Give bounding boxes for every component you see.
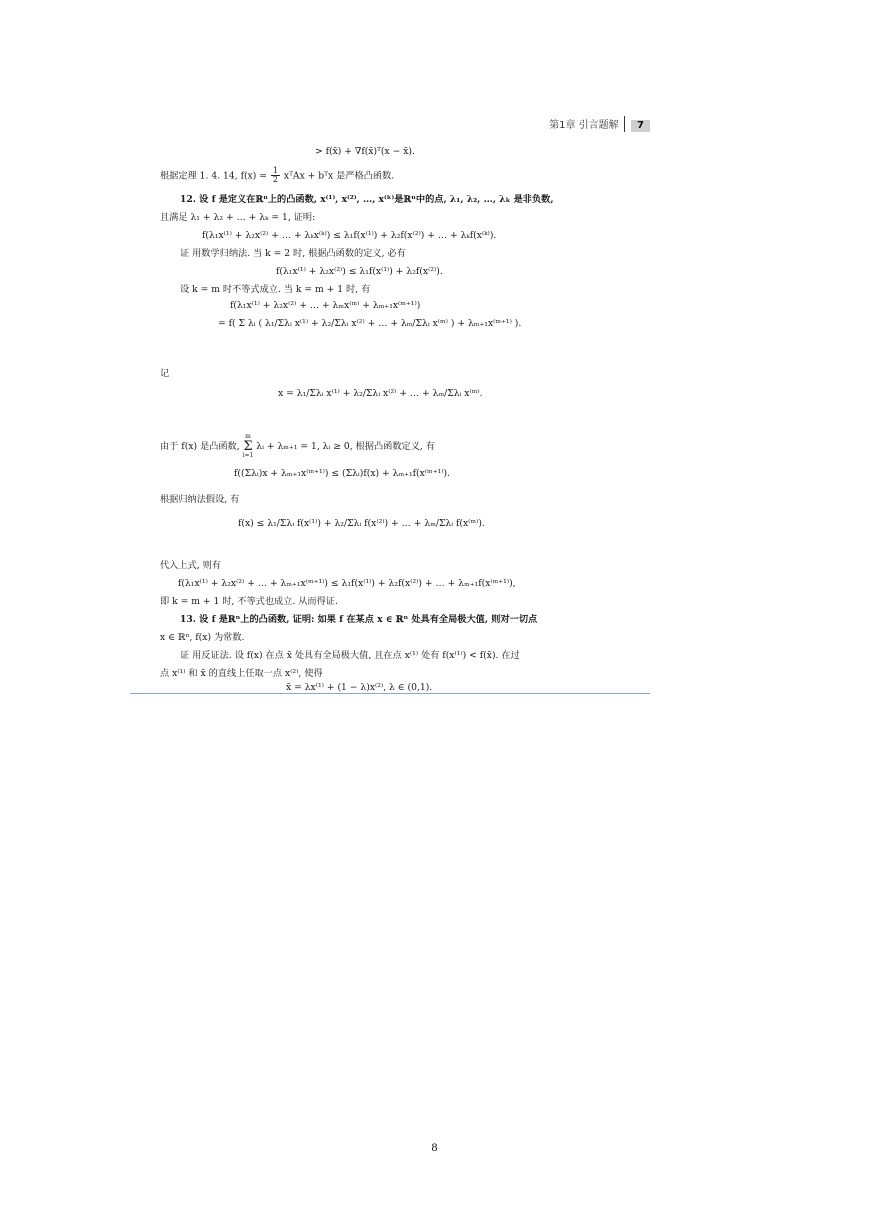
text-line	[160, 167, 394, 185]
text-line	[160, 434, 435, 459]
problem-12-statement: 12. 设 f 是定义在ℝⁿ上的凸函数, x⁽¹⁾, x⁽²⁾, …, x⁽ᵏ⁾是ℝⁿ中的点, λ₁, λ₂, …, λₖ 是非负数,	[180, 194, 554, 205]
formula-line: x̄ = λx⁽¹⁾ + (1 − λ)x⁽²⁾, λ ∈ (0,1).	[286, 682, 433, 693]
header-divider	[624, 116, 625, 132]
text-line: x ∈ ℝⁿ, f(x) 为常数.	[160, 632, 245, 643]
text-line: 且满足 λ₁ + λ₂ + … + λₖ = 1, 证明:	[160, 212, 316, 223]
formula-display	[218, 318, 521, 329]
page-number: 8	[431, 1140, 438, 1154]
formula-line: f(λ₁x⁽¹⁾ + λ₂x⁽²⁾) ≤ λ₁f(x⁽¹⁾) + λ₂f(x⁽²⁾).	[276, 266, 443, 277]
scan-bottom-rule	[130, 693, 650, 694]
formula-line: f(λ₁x⁽¹⁾ + λ₂x⁽²⁾ + … + λₘx⁽ᵐ⁾ + λₘ₊₁x⁽ᵐ⁺¹⁾)	[230, 300, 421, 311]
text-span: 由于 f(x) 是凸函数,	[160, 441, 240, 452]
text-line: 代入上式, 则有	[160, 560, 221, 571]
problem-13-statement: 13. 设 f 是ℝⁿ上的凸函数, 证明: 如果 f 在某点 x ∈ ℝⁿ 处具有全局极大值, 则对一切点	[180, 614, 538, 625]
text-line: 记	[160, 368, 170, 379]
proof-start: 证 用反证法. 设 f(x) 在点 x̄ 处具有全局极大值, 且在点 x⁽¹⁾ 处有 f(x⁽¹⁾) < f(x̄). 在过	[180, 650, 520, 661]
formula-display: f(x) ≤ λ₁/Σλᵢ f(x⁽¹⁾) + λ₂/Σλᵢ f(x⁽²⁾) + … + λₘ/Σλᵢ f(x⁽ᵐ⁾).	[238, 518, 485, 529]
formula-line: = f( Σ λᵢ ( λ₁/Σλᵢ x⁽¹⁾ + λ₂/Σλᵢ x⁽²⁾ + … + λₘ/Σλᵢ x⁽ᵐ⁾ ) + λₘ₊₁x⁽ᵐ⁺¹⁾ ).	[218, 318, 522, 329]
book-page-number: 7	[631, 120, 650, 132]
chapter-title: 第1章 引言题解	[549, 120, 619, 131]
formula-line: f(λ₁x⁽¹⁾ + λ₂x⁽²⁾ + … + λₘ₊₁x⁽ᵐ⁺¹⁾) ≤ λ₁f(x⁽¹⁾) + λ₂f(x⁽²⁾) + … + λₘ₊₁f(x⁽ᵐ⁺¹⁾),	[178, 578, 516, 589]
formula-display: x = λ₁/Σλᵢ x⁽¹⁾ + λ₂/Σλᵢ x⁽²⁾ + … + λₘ/Σλᵢ x⁽ᵐ⁾.	[278, 388, 483, 399]
fraction-half: $\frac{1}{2}$	[272, 166, 278, 185]
text-span: λᵢ + λₘ₊₁ = 1, λᵢ ≥ 0, 根据凸函数定义, 有	[256, 441, 435, 452]
text-span: xᵀAx + bᵀx 是严格凸函数.	[283, 170, 395, 182]
formula-line: f(λ₁x⁽¹⁾ + λ₂x⁽²⁾ + … + λₖx⁽ᵏ⁾) ≤ λ₁f(x⁽¹⁾) + λ₂f(x⁽²⁾) + … + λₖf(x⁽ᵏ⁾).	[202, 230, 497, 241]
proof-start: 证 用数学归纳法. 当 k = 2 时, 根据凸函数的定义, 必有	[180, 248, 406, 259]
text-line: 点 x⁽¹⁾ 和 x̄ 的直线上任取一点 x⁽²⁾, 使得	[160, 668, 323, 679]
text-line: 根据归纳法假设, 有	[160, 494, 240, 505]
summation-symbol: m Σ i=1	[242, 433, 254, 459]
scanned-textbook-page	[130, 108, 650, 696]
text-span: 根据定理 1. 4. 14, f(x) =	[160, 170, 267, 182]
text-line: 设 k = m 时不等式成立. 当 k = m + 1 时, 有	[180, 284, 371, 295]
running-header	[549, 116, 650, 132]
formula-display: f((Σλᵢ)x + λₘ₊₁x⁽ᵐ⁺¹⁾) ≤ (Σλᵢ)f(x) + λₘ₊₁f(x⁽ᵐ⁺¹⁾).	[234, 468, 450, 479]
text-line: 即 k = m + 1 时, 不等式也成立. 从而得证.	[160, 596, 338, 607]
formula-line: > f(x̄) + ∇f(x̄)ᵀ(x − x̄).	[315, 146, 415, 157]
